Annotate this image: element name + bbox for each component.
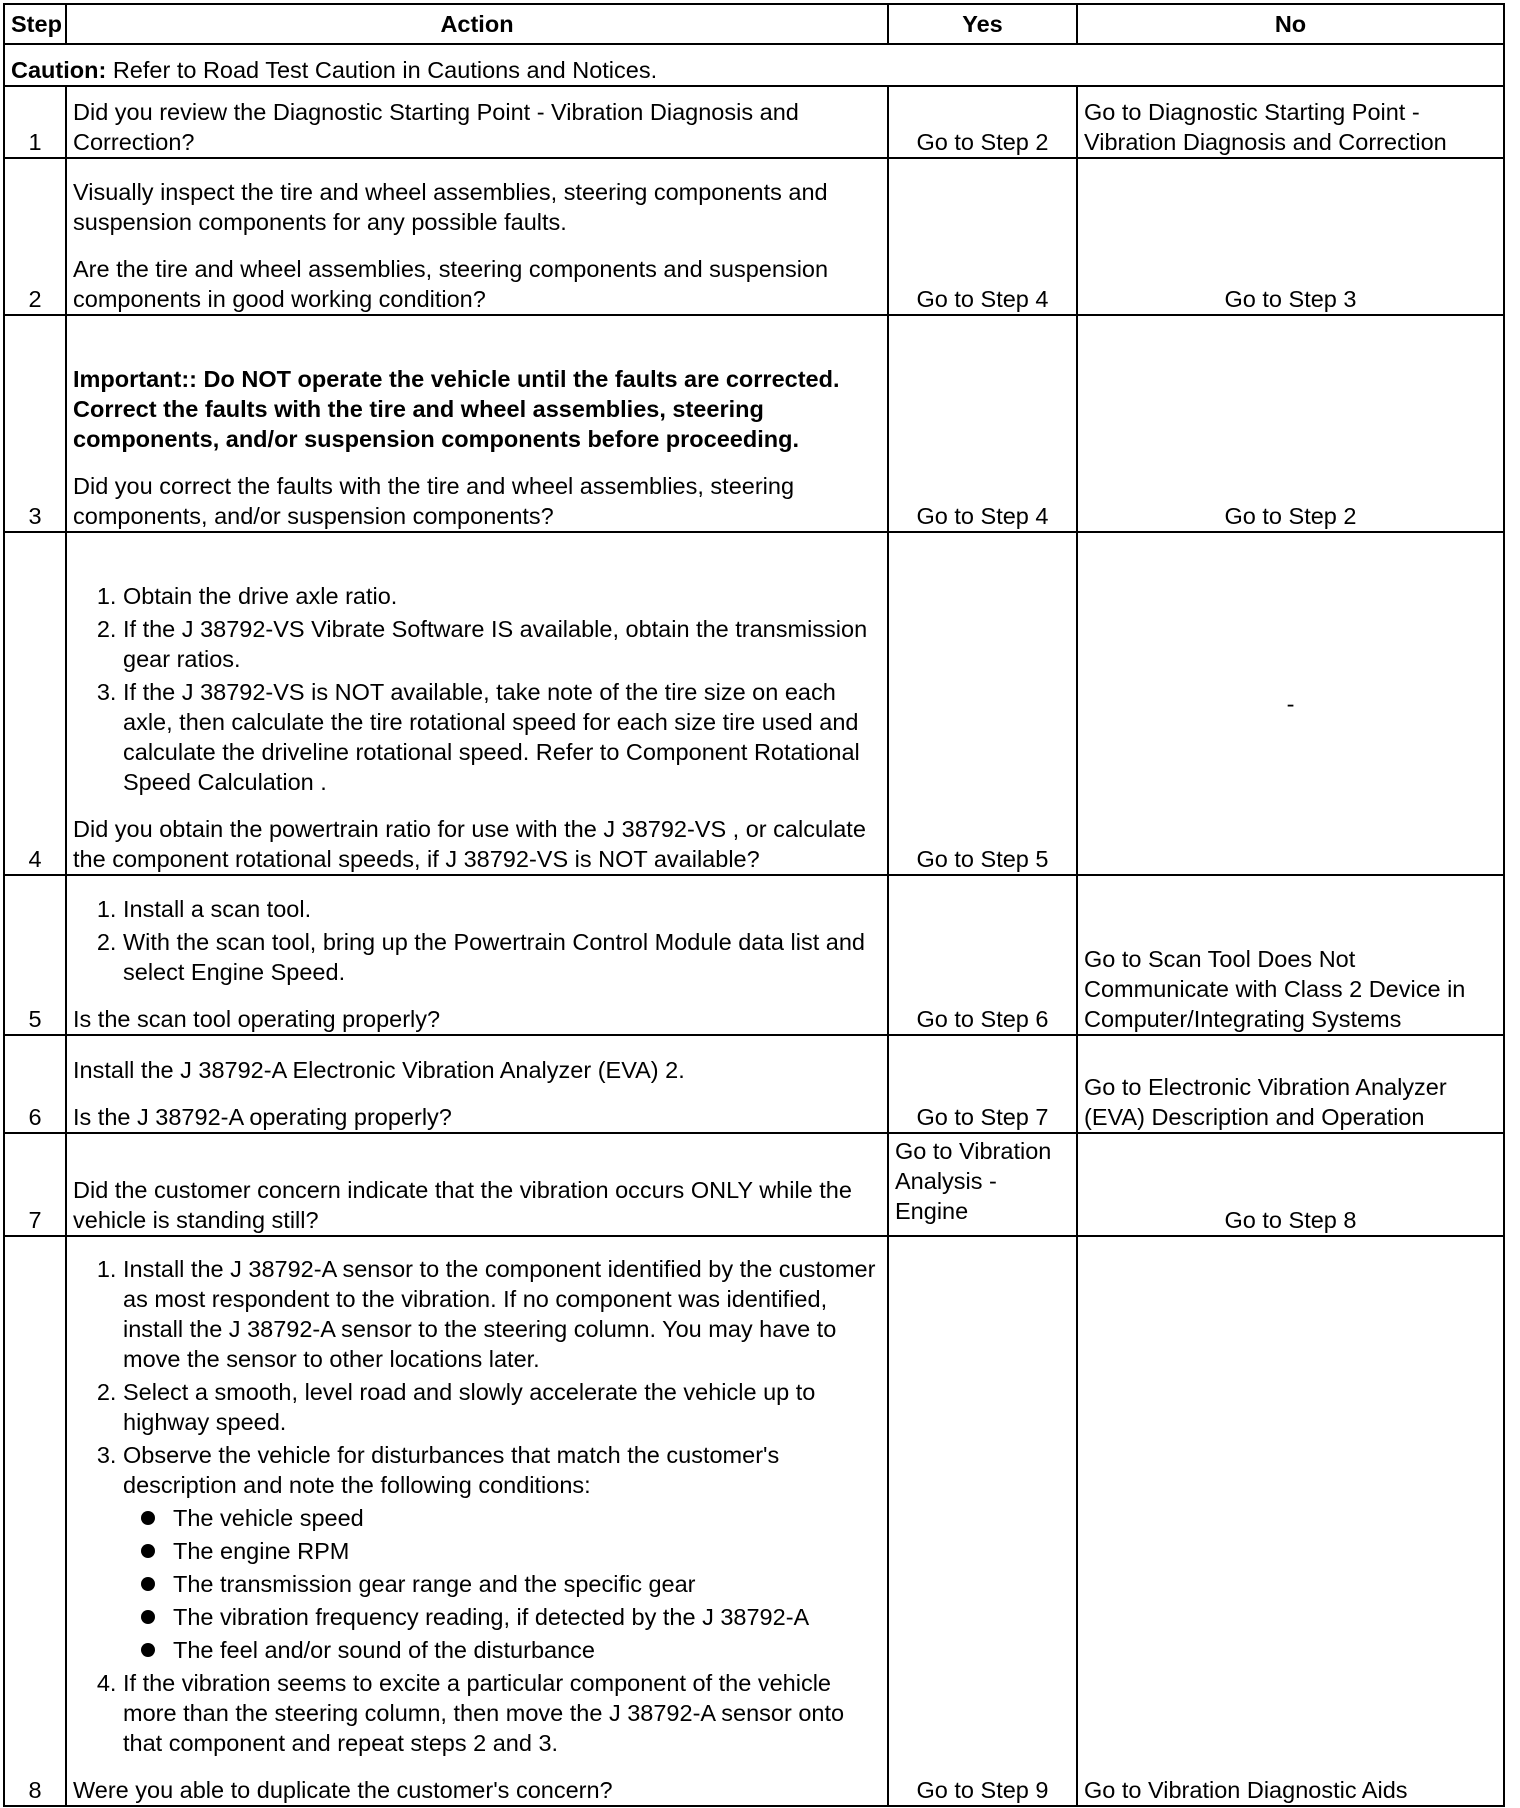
step-number: 2 xyxy=(4,158,66,315)
action-cell xyxy=(66,315,888,532)
yes-cell: Go to Step 9 xyxy=(888,1236,1077,1806)
list-item xyxy=(123,1440,881,1665)
action-cell xyxy=(66,1236,888,1806)
action-question: Did you obtain the powertrain ratio for use with the J 38792-VS , or calculate the component rotational speeds, if J 38792-VS is NOT available? xyxy=(73,816,866,872)
no-cell: Go to Scan Tool Does Not Communicate with Class 2 Device in Computer/Integrating Systems xyxy=(1077,875,1504,1035)
caution-label: Caution: xyxy=(11,57,107,83)
step-number: 7 xyxy=(4,1133,66,1236)
table-row xyxy=(4,1035,1504,1133)
no-cell: Go to Electronic Vibration Analyzer (EVA) Description and Operation xyxy=(1077,1035,1504,1133)
no-cell: Go to Step 2 xyxy=(1077,315,1504,532)
bullet-item: The vibration frequency reading, if detected by the J 38792-A xyxy=(173,1602,881,1632)
table-row xyxy=(4,875,1504,1035)
action-instruction: Visually inspect the tire and wheel assemblies, steering components and suspension components for any possible faults. xyxy=(73,179,828,235)
important-note: Important:: Do NOT operate the vehicle until the faults are corrected. Correct the faults with the tire and wheel assemblies, steering components, and/or suspension components before proceeding. xyxy=(73,366,840,452)
no-cell: Go to Step 3 xyxy=(1077,158,1504,315)
action-question: Did you correct the faults with the tire and wheel assemblies, steering components, and/or suspension components? xyxy=(73,473,795,529)
table-row xyxy=(4,315,1504,532)
yes-cell: Go to Vibration Analysis - Engine xyxy=(888,1133,1077,1236)
numbered-list xyxy=(73,894,881,987)
action-cell xyxy=(66,1035,888,1133)
table-row xyxy=(4,86,1504,158)
bullet-item: The vehicle speed xyxy=(173,1503,881,1533)
action-cell xyxy=(66,875,888,1035)
action-instruction: Install the J 38792-A Electronic Vibration Analyzer (EVA) 2. xyxy=(73,1057,685,1083)
list-item: 2. With the scan tool, bring up the Powertrain Control Module data list and select Engine Speed. xyxy=(123,927,881,987)
caution-row xyxy=(4,44,1504,86)
action-cell xyxy=(66,532,888,875)
list-item: 3. If the J 38792-VS is NOT available, take note of the tire size on each axle, then calculate the tire rotational speed for each size tire used and calculate the driveline rotational speed. Refer to Component Rotational Speed Calculation . xyxy=(123,677,881,797)
yes-cell: Go to Step 7 xyxy=(888,1035,1077,1133)
list-item-text: Observe the vehicle for disturbances that match the customer's description and note the following conditions: xyxy=(123,1442,780,1498)
list-item: 2. Select a smooth, level road and slowly accelerate the vehicle up to highway speed. xyxy=(123,1377,881,1437)
numbered-list xyxy=(73,1254,881,1758)
no-cell: Go to Vibration Diagnostic Aids xyxy=(1077,1236,1504,1806)
bullet-item: The engine RPM xyxy=(173,1536,881,1566)
bullet-item: The feel and/or sound of the disturbance xyxy=(173,1635,881,1665)
header-no: No xyxy=(1077,4,1504,44)
yes-cell: Go to Step 5 xyxy=(888,532,1077,875)
action-cell xyxy=(66,158,888,315)
action-question: Are the tire and wheel assemblies, steering components and suspension components in good working condition? xyxy=(73,256,829,312)
list-item: 1. Install a scan tool. xyxy=(123,894,881,924)
yes-cell: Go to Step 4 xyxy=(888,158,1077,315)
caution-cell xyxy=(4,44,1504,86)
list-item: 1. Install the J 38792-A sensor to the component identified by the customer as most respondent to the vibration. If no component was identified, install the J 38792-A sensor to the steering column. You may have to move the sensor to other locations later. xyxy=(123,1254,881,1374)
yes-cell: Go to Step 6 xyxy=(888,875,1077,1035)
table-header-row xyxy=(4,4,1504,44)
header-action: Action xyxy=(66,4,888,44)
step-number: 4 xyxy=(4,532,66,875)
header-step: Step xyxy=(4,4,66,44)
action-question: Is the J 38792-A operating properly? xyxy=(73,1104,452,1130)
action-cell xyxy=(66,86,888,158)
yes-cell: Go to Step 2 xyxy=(888,86,1077,158)
numbered-list xyxy=(73,581,881,797)
header-yes: Yes xyxy=(888,4,1077,44)
table-row xyxy=(4,158,1504,315)
list-item: 4. If the vibration seems to excite a particular component of the vehicle more than the steering column, then move the J 38792-A sensor onto that component and repeat steps 2 and 3. xyxy=(123,1668,881,1758)
action-question: Is the scan tool operating properly? xyxy=(73,1006,441,1032)
table-row xyxy=(4,1236,1504,1806)
step-number: 6 xyxy=(4,1035,66,1133)
step-number: 1 xyxy=(4,86,66,158)
no-cell: - xyxy=(1077,532,1504,875)
bullet-item: The transmission gear range and the specific gear xyxy=(173,1569,881,1599)
no-cell: Go to Diagnostic Starting Point - Vibration Diagnosis and Correction xyxy=(1077,86,1504,158)
list-item: 1. Obtain the drive axle ratio. xyxy=(123,581,881,611)
bullet-list xyxy=(123,1503,881,1665)
action-question: Were you able to duplicate the customer's concern? xyxy=(73,1777,613,1803)
action-question: Did you review the Diagnostic Starting Point - Vibration Diagnosis and Correction? xyxy=(73,99,799,155)
yes-cell: Go to Step 4 xyxy=(888,315,1077,532)
step-number: 5 xyxy=(4,875,66,1035)
list-item: 2. If the J 38792-VS Vibrate Software IS available, obtain the transmission gear ratios. xyxy=(123,614,881,674)
action-cell xyxy=(66,1133,888,1236)
caution-text: Refer to Road Test Caution in Cautions and Notices. xyxy=(106,57,658,83)
table-row xyxy=(4,532,1504,875)
step-number: 8 xyxy=(4,1236,66,1806)
table-row xyxy=(4,1133,1504,1236)
step-number: 3 xyxy=(4,315,66,532)
diagnostic-table xyxy=(3,3,1505,1807)
action-question: Did the customer concern indicate that the vibration occurs ONLY while the vehicle is standing still? xyxy=(73,1177,852,1233)
no-cell: Go to Step 8 xyxy=(1077,1133,1504,1236)
